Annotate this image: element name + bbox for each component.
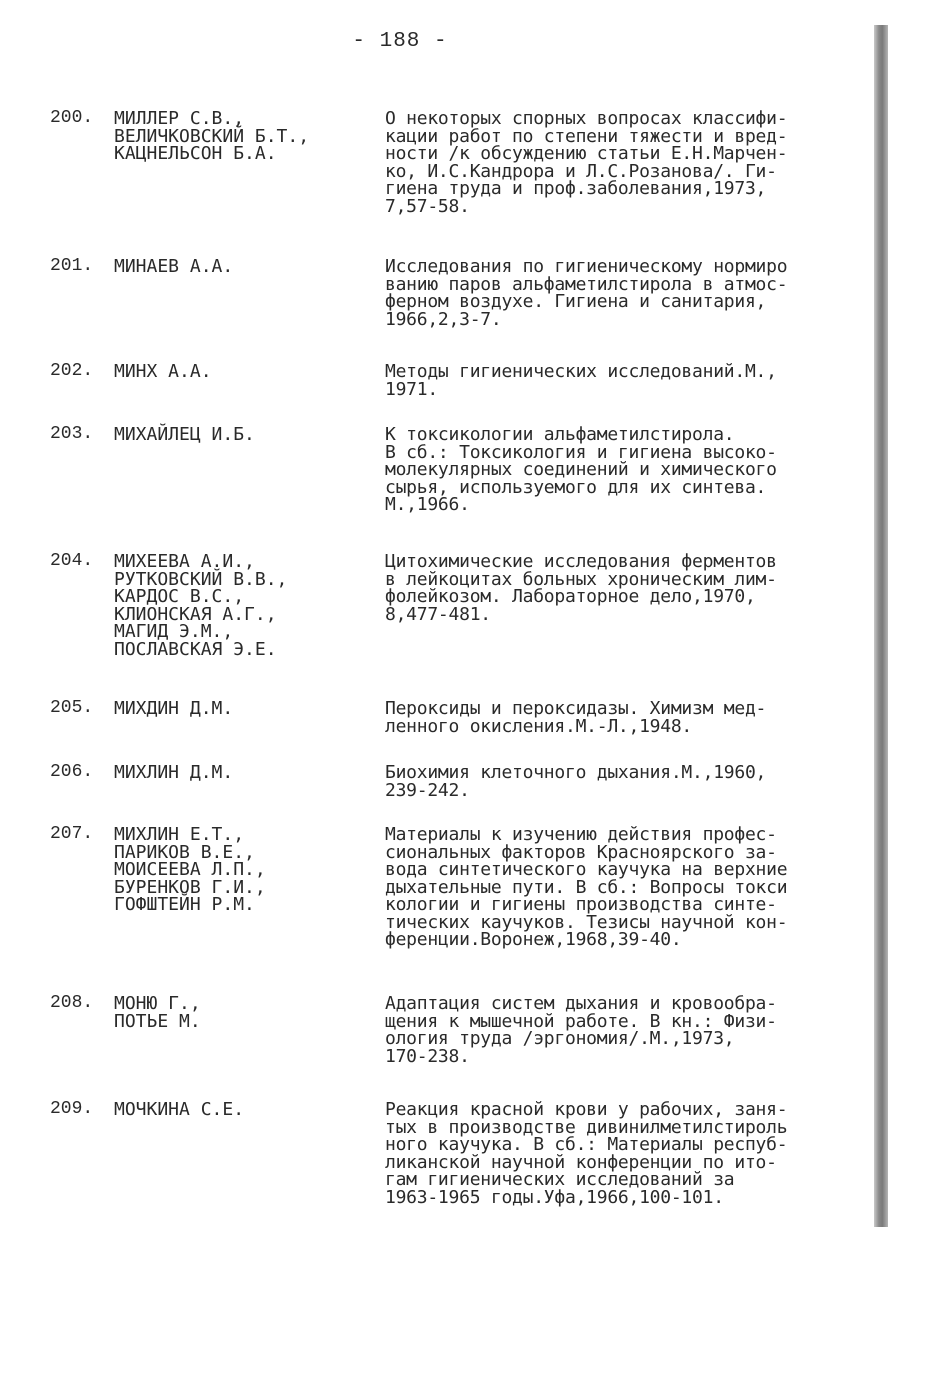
entry-reference: О некоторых спорных вопросах классифи- кации работ по степени тяжести и вред- ности /к обсуждению статьи Е.Н.Марчен- ко, И.С.Кандрора и Л.С.Розанова/. Ги- гиена труда и проф.заболевания,1973, 7,57-58.	[385, 108, 788, 217]
page-number: - 188 -	[352, 30, 448, 53]
entry-number: 202.	[50, 361, 94, 381]
entry-number: 201.	[50, 256, 94, 276]
entry-reference: Адаптация систем дыхания и кровообра- щения к мышечной работе. В кн.: Физи- ология труда /эргономия/.М.,1973, 170-238.	[385, 993, 777, 1067]
entry-authors: МИЛЛЕР С.В., ВЕЛИЧКОВСКИЙ Б.Т., КАЦНЕЛЬСОН Б.А.	[114, 108, 310, 164]
entry-authors: МОЧКИНА С.Е.	[114, 1099, 245, 1120]
entry-number: 208.	[50, 993, 94, 1013]
entry-reference: Материалы к изучению действия профес- сиональных факторов Красноярского за- вода синтетического каучука на верхние дыхательные пути. В сб.: Вопросы токси кологии и гигиены производства синте- тических каучуков. Тезисы научной кон- ференции.Воронеж,1968,39-40.	[385, 824, 788, 950]
entry-authors: МОНЮ Г., ПОТЬЕ М.	[114, 993, 201, 1032]
entry-authors: МИХДИН Д.М.	[114, 698, 234, 719]
entry-number: 206.	[50, 762, 94, 782]
entry-number: 200.	[50, 108, 94, 128]
entry-reference: Методы гигиенических исследований.М., 1971.	[385, 361, 777, 400]
entry-reference: К токсикологии альфаметилстирола. В сб.: Токсикология и гигиена высоко- молекулярных соединений и химического сырья, используемого для их синтева. М.,1966.	[385, 424, 777, 515]
entry-authors: МИХЛИН Д.М.	[114, 762, 234, 783]
entry-authors: МИХЕЕВА А.И., РУТКОВСКИЙ В.В., КАРДОС В.С., КЛИОНСКАЯ А.Г., МАГИД Э.М., ПОСЛАВСКАЯ Э.Е.	[114, 551, 288, 660]
scan-edge-shadow	[874, 25, 888, 1227]
entry-reference: Реакция красной крови у рабочих, заня- тых в производстве дивинилметилстироль ного каучука. В сб.: Материалы респуб- ликанской научной конференции по ито- гам гигиенических исследований за 1963-1965 годы.Уфа,1966,100-101.	[385, 1099, 788, 1208]
entry-authors: МИНХ А.А.	[114, 361, 212, 382]
entry-reference: Биохимия клеточного дыхания.М.,1960, 239-242.	[385, 762, 767, 801]
entry-number: 204.	[50, 551, 94, 571]
entry-reference: Цитохимические исследования ферментов в лейкоцитах больных хроническим лим- фолейкозом. Лабораторное дело,1970, 8,477-481.	[385, 551, 777, 625]
entry-authors: МИНАЕВ А.А.	[114, 256, 234, 277]
entry-authors: МИХЛИН Е.Т., ПАРИКОВ В.Е., МОИСЕЕВА Л.П., БУРЕНКОВ Г.И., ГОФШТЕЙН Р.М.	[114, 824, 266, 915]
entry-number: 209.	[50, 1099, 94, 1119]
entry-reference: Исследования по гигиеническому нормиро ванию паров альфаметилстирола в атмос- ферном воздухе. Гигиена и санитария, 1966,2,3-7.	[385, 256, 788, 330]
entry-number: 207.	[50, 824, 94, 844]
entry-number: 205.	[50, 698, 94, 718]
entry-authors: МИХАЙЛЕЦ И.Б.	[114, 424, 255, 445]
entry-number: 203.	[50, 424, 94, 444]
entry-reference: Пероксиды и пероксидазы. Химизм мед- ленного окисления.М.-Л.,1948.	[385, 698, 767, 737]
